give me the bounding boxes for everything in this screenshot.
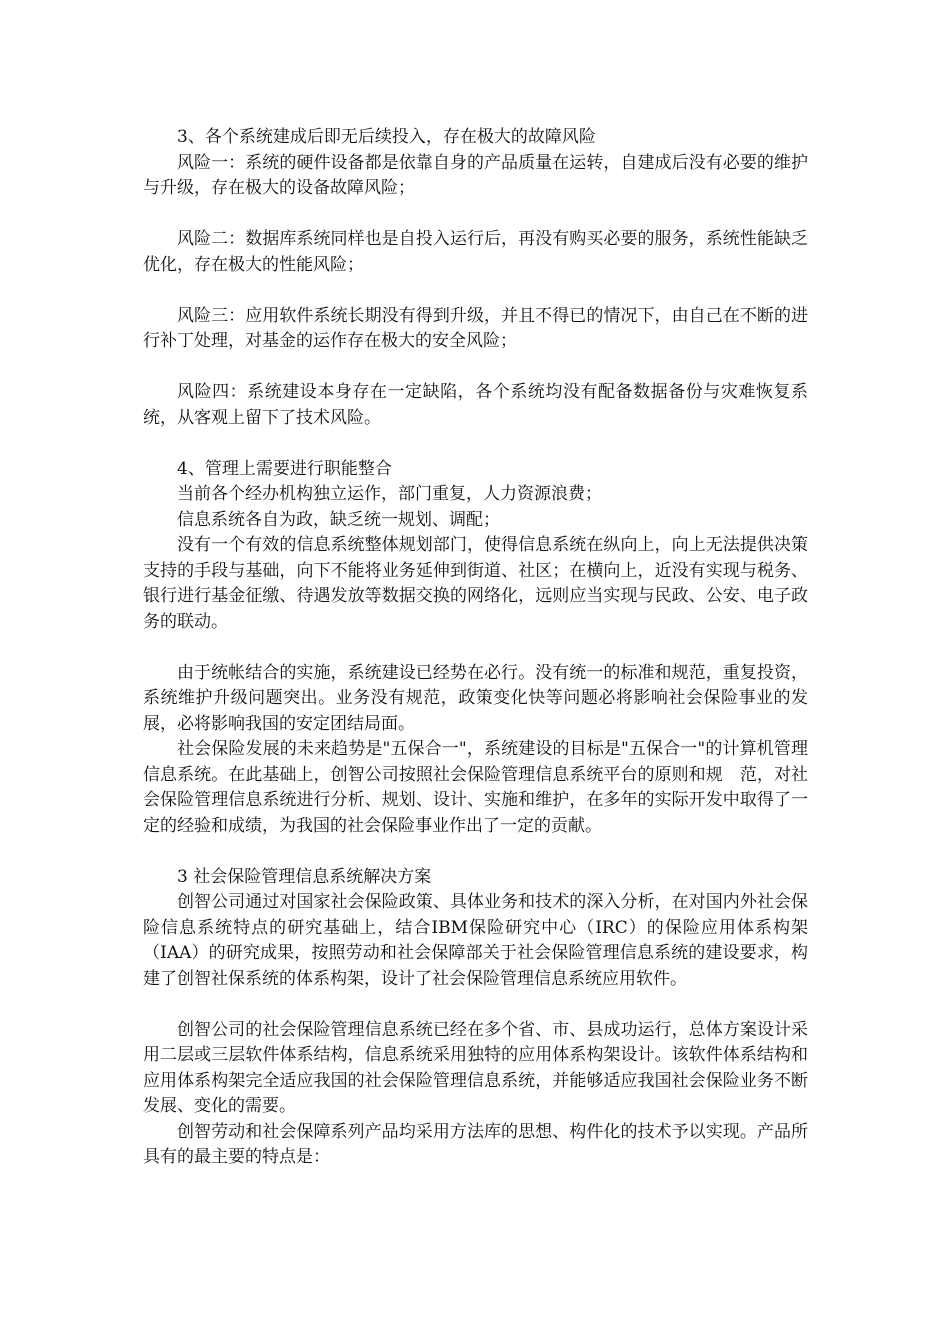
section-heading-3: 3、各个系统建成后即无后续投入，存在极大的故障风险 bbox=[177, 127, 596, 147]
document-body bbox=[143, 125, 808, 1171]
paragraph-risk-2: 风险二：数据库系统同样也是自投入运行后，再没有购买必要的服务，系统性能缺乏优化，存在极大的性能风险； bbox=[143, 229, 808, 275]
paragraph-gap bbox=[143, 202, 808, 228]
paragraph-management-1: 当前各个经办机构独立运作，部门重复，人力资源浪费； bbox=[177, 484, 602, 504]
paragraph-management-3: 没有一个有效的信息系统整体规划部门，使得信息系统在纵向上，向上无法提供决策支持的手段与基础，向下不能将业务延伸到街道、社区；在横向上，近没有实现与税务、银行进行基金征缴、待遇发放等数据交换的网络化，远则应当实现与民政、公安、电子政务的联动。 bbox=[143, 535, 808, 632]
paragraph-solution-features: 创智劳动和社会保障系列产品均采用方法库的思想、构件化的技术予以实现。产品所具有的最主要的特点是： bbox=[143, 1121, 808, 1167]
section-heading-4: 4、管理上需要进行职能整合 bbox=[177, 458, 392, 479]
paragraph-risk-1: 风险一：系统的硬件设备都是依靠自身的产品质量在运转，自建成后没有必要的维护与升级，存在极大的设备故障风险； bbox=[143, 152, 808, 198]
paragraph-gap bbox=[143, 355, 808, 381]
paragraph-integration: 由于统帐结合的实施，系统建设已经势在必行。没有统一的标准和规范，重复投资，系统维护升级问题突出。业务没有规范，政策变化快等问题必将影响社会保险事业的发展，必将影响我国的安定团结局面。 bbox=[143, 662, 808, 734]
paragraph-gap bbox=[143, 839, 808, 865]
paragraph-gap bbox=[143, 635, 808, 661]
paragraph-gap bbox=[143, 431, 808, 457]
paragraph-solution-deployment: 创智公司的社会保险管理信息系统已经在多个省、市、县成功运行，总体方案设计采用二层或三层软件体系结构，信息系统采用独特的应用体系构架设计。该软件体系结构和应用体系构架完全适应我国的社会保险管理信息系统，并能够适应我国社会保险业务不断发展、变化的需要。 bbox=[143, 1019, 808, 1116]
paragraph-management-2: 信息系统各自为政，缺乏统一规划、调配； bbox=[177, 509, 500, 530]
paragraph-gap bbox=[143, 992, 808, 1018]
paragraph-trend: 社会保险发展的未来趋势是"五保合一"，系统建设的目标是"五保合一"的计算机管理信息系统。在此基础上，创智公司按照社会保险管理信息系统平台的原则和规 范，对社会保险管理信息系统进行分析、规划、设计、实施和维护，在多年的实际开发中取得了一定的经验和成绩，为我国的社会保险事业作出了一定的贡献。 bbox=[143, 739, 808, 836]
paragraph-risk-4: 风险四：系统建设本身存在一定缺陷，各个系统均没有配备数据备份与灾难恢复系统，从客观上留下了技术风险。 bbox=[143, 382, 808, 428]
section-heading-solution: 3 社会保险管理信息系统解决方案 bbox=[177, 866, 432, 887]
paragraph-gap bbox=[143, 278, 808, 304]
paragraph-solution-intro: 创智公司通过对国家社会保险政策、具体业务和技术的深入分析，在对国内外社会保险信息系统特点的研究基础上，结合IBM保险研究中心（IRC）的保险应用体系构架（IAA）的研究成果，按照劳动和社会保障部关于社会保险管理信息系统的建设要求，构建了创智社保系统的体系构架，设计了社会保险管理信息系统应用软件。 bbox=[143, 892, 808, 989]
paragraph-risk-3: 风险三：应用软件系统长期没有得到升级，并且不得已的情况下，由自己在不断的进行补丁处理，对基金的运作存在极大的安全风险； bbox=[143, 305, 808, 351]
